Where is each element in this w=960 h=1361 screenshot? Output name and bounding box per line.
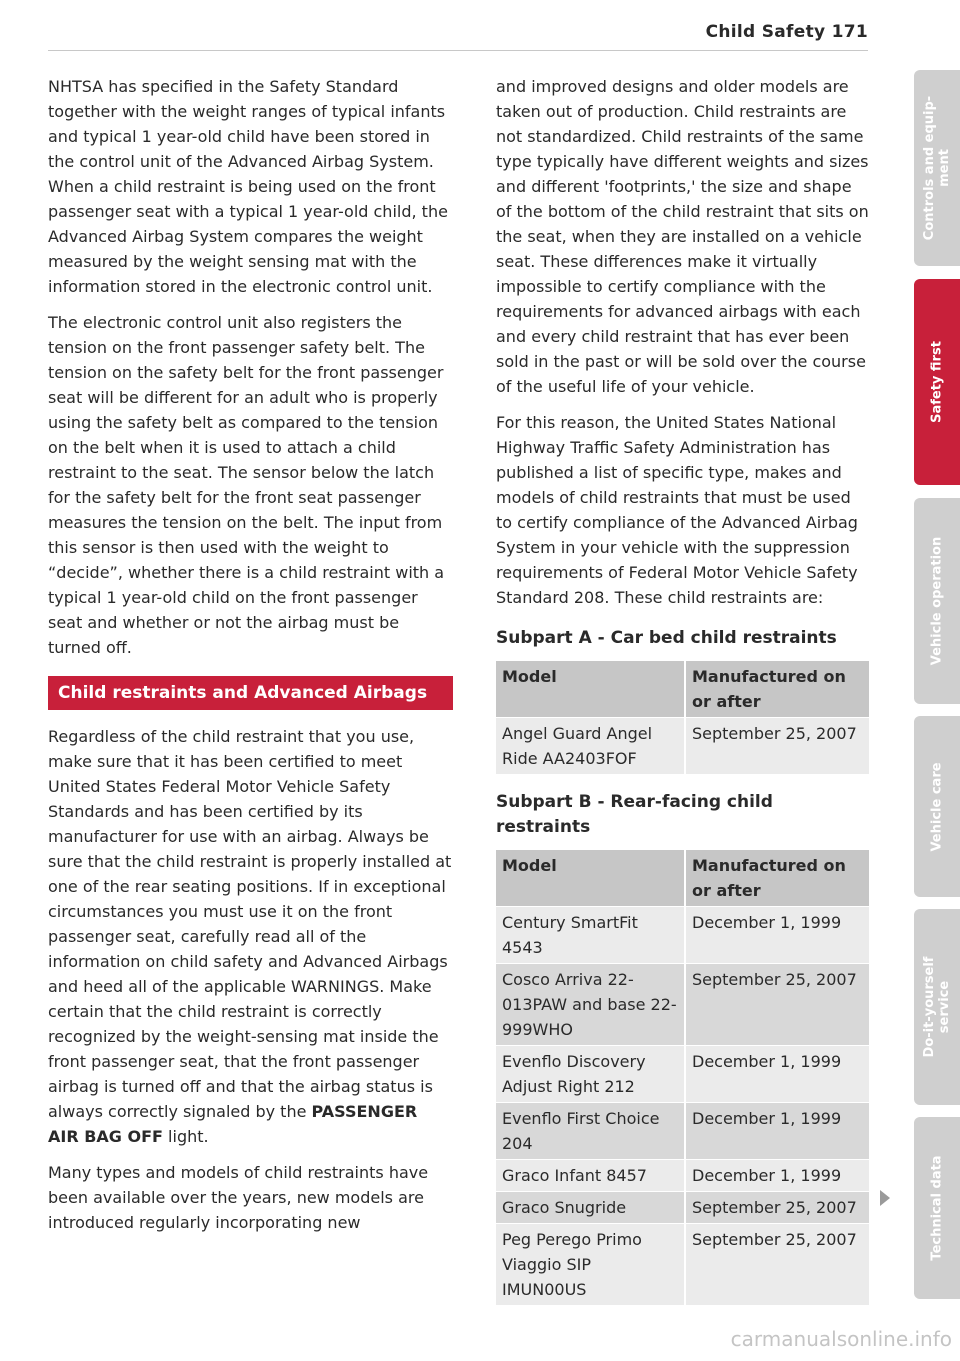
subpart-b-heading: Subpart B - Rear-facing child restraints [496, 792, 773, 837]
table-cell-model: Evenflo Discovery Adjust Right 212 [496, 1046, 685, 1103]
table-cell-model: Graco Snugride [496, 1192, 685, 1224]
table-header-date: Manufactured on or after [685, 850, 869, 907]
table-row [496, 1160, 869, 1192]
side-tab-label: Vehicle operation [929, 536, 945, 666]
paragraph [48, 724, 453, 1149]
table-row [496, 964, 869, 1046]
table-cell-date: September 25, 2007 [685, 718, 869, 775]
left-column [48, 74, 453, 1246]
table-header-date: Manufactured on or after [685, 661, 869, 718]
side-tab-safety-first[interactable] [914, 279, 960, 485]
section-heading: Child restraints and Advanced Airbags [48, 676, 453, 710]
side-tab-label: Technical data [929, 1155, 945, 1261]
continue-arrow-icon [880, 1190, 890, 1206]
table-cell-date: December 1, 1999 [685, 1046, 869, 1103]
side-tab-controls[interactable] [914, 70, 960, 266]
table-cell-model: Angel Guard Angel Ride AA2403FOF [496, 718, 685, 775]
subpart-a-heading: Subpart A - Car bed child restraints [496, 628, 837, 648]
table-cell-model: Cosco Arriva 22-013PAW and base 22-999WHO [496, 964, 685, 1046]
side-tab-label: Controls and equip- ment [922, 95, 952, 241]
paragraph-text: Regardless of the child restraint that you use, make sure that it has been certified to meet United States Federal Motor Vehicle Safety Standards and has been certified by its manufacturer for use with an airbag. Always be sure that the child restraint is properly installed at one of the rear seating positions. If in exceptional circumstances you must use it on the front passenger seat, carefully read all of the information on child safety and Advanced Airbags and heed all of the applicable WARNINGS. Make certain that the child restraint is correctly recognized by the weight-sensing mat inside the front passenger seat, that the front passenger airbag is turned off and that the airbag status is always correctly signaled by the [48, 727, 452, 1121]
table-row [496, 1046, 869, 1103]
paragraph: NHTSA has specified in the Safety Standard together with the weight ranges of typical infants and typical 1 year-old child have been stored in the control unit of the Advanced Airbag System. When a child restraint is being used on the front passenger seat with a typical 1 year-old child, the Advanced Airbag System compares the weight measured by the weight sensing mat with the information stored in the electronic control unit. [48, 77, 448, 296]
table-cell-date: December 1, 1999 [685, 907, 869, 964]
page-header-title: Child Safety 171 [705, 22, 868, 42]
table-cell-date: December 1, 1999 [685, 1160, 869, 1192]
paragraph: The electronic control unit also registers the tension on the front passenger safety belt. The tension on the safety belt for the front passenger seat will be different for an adult who is properly using the safety belt as compared to the tension on the belt when it is used to attach a child restraint to the seat. The sensor below the latch for the safety belt for the front seat passenger measures the tension on the belt. The input from this sensor is then used with the weight to “decide”, whether there is a child restraint with a typical 1 year-old child on the front passenger seat and whether or not the airbag must be turned off. [48, 313, 445, 657]
paragraph-text: light. [162, 1127, 209, 1146]
table-row [496, 718, 869, 775]
passenger-airbag-off-label: PASSENGER AIR BAG OFF [48, 1102, 418, 1146]
subpart-b-table [496, 850, 869, 1305]
table-cell-model: Graco Infant 8457 [496, 1160, 685, 1192]
table-cell-model: Evenflo First Choice 204 [496, 1103, 685, 1160]
table-cell-model: Peg Perego Primo Viaggio SIP IMUN00US [496, 1224, 685, 1306]
side-tab-technical-data[interactable] [914, 1117, 960, 1299]
side-tab-vehicle-care[interactable] [914, 716, 960, 897]
watermark: carmanualsonline.info [730, 1327, 952, 1351]
side-tab-do-it-yourself[interactable] [914, 909, 960, 1105]
table-cell-model: Century SmartFit 4543 [496, 907, 685, 964]
side-tab-label: Vehicle care [929, 761, 945, 852]
paragraph: For this reason, the United States National Highway Traffic Safety Administration has published a list of specific type, makes and models of child restraints that must be used to certify compliance of the Advanced Airbag System in your vehicle with the suppression requirements of Federal Motor Vehicle Safety Standard 208. These child restraints are: [496, 413, 858, 607]
table-row [496, 1192, 869, 1224]
side-tab-label: Safety first [929, 341, 945, 423]
side-tab-label: Do-it-yourself service [922, 956, 952, 1058]
subpart-a-table [496, 661, 869, 774]
table-row [496, 1224, 869, 1306]
table-header-model: Model [496, 661, 685, 718]
table-header-row [496, 661, 869, 718]
table-cell-date: September 25, 2007 [685, 964, 869, 1046]
header-rule [48, 50, 868, 51]
table-row [496, 907, 869, 964]
table-cell-date: September 25, 2007 [685, 1192, 869, 1224]
paragraph: Many types and models of child restraints have been available over the years, new models are introduced regularly incorporating new [48, 1163, 429, 1232]
right-column [496, 74, 870, 1309]
paragraph: and improved designs and older models are taken out of production. Child restraints are not standardized. Child restraints of the same type typically have different weights and sizes and different 'footprints,' the size and shape of the bottom of the child restraint that sits on the seat, when they are installed on a vehicle seat. These differences make it virtually impossible to certify compliance with the requirements for advanced airbags with each and every child restraint that has ever been sold in the past or will be sold over the course of the useful life of your vehicle. [496, 77, 869, 396]
side-tab-vehicle-operation[interactable] [914, 498, 960, 704]
table-cell-date: September 25, 2007 [685, 1224, 869, 1306]
table-row [496, 1103, 869, 1160]
table-cell-date: December 1, 1999 [685, 1103, 869, 1160]
table-header-model: Model [496, 850, 685, 907]
table-header-row [496, 850, 869, 907]
